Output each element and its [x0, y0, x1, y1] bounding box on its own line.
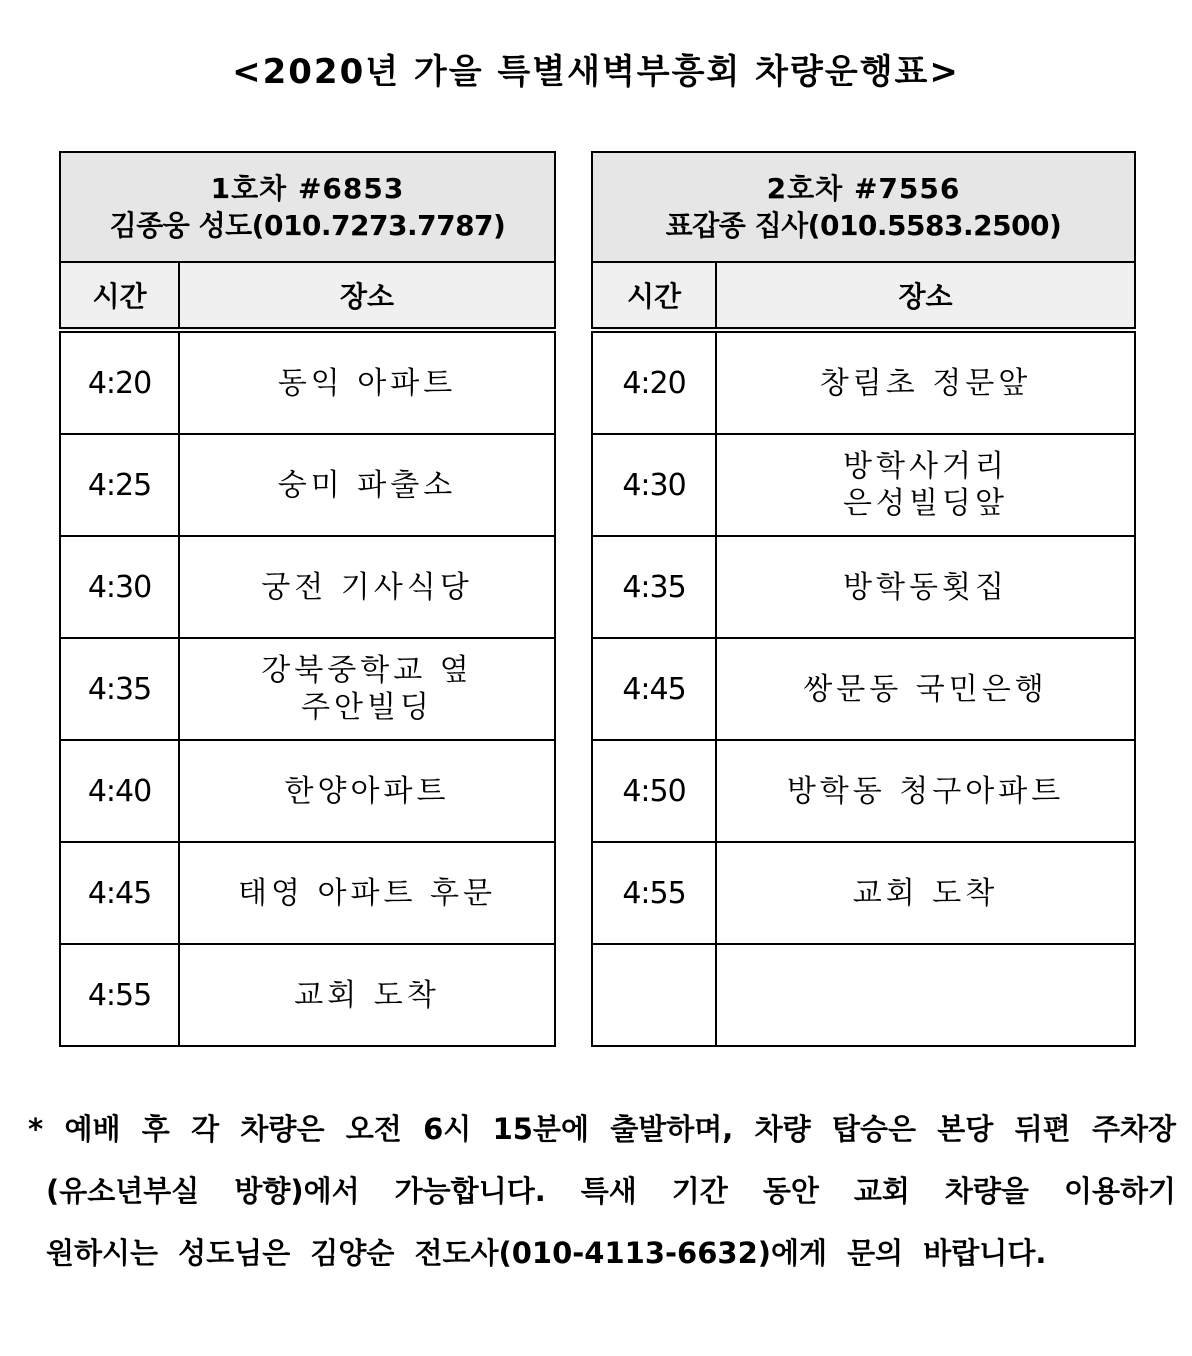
stop-place: 교회 도착: [179, 944, 555, 1046]
stop-place: [179, 638, 555, 740]
notice-line-1: * 예배 후 각 차량은 오전 6시 15분에 출발하며, 차량 탑승은 본당 뒤편 주차장: [28, 1112, 1176, 1146]
table-row: [592, 434, 1135, 536]
car1-col-time: 시간: [60, 262, 179, 330]
car1-header-row: [60, 152, 555, 262]
stop-place: 창림초 정문앞: [716, 330, 1135, 434]
table-row: [592, 740, 1135, 842]
car1-driver: 김종웅 성도(010.7273.7787): [109, 209, 506, 242]
table-row: [592, 330, 1135, 434]
stop-time: 4:40: [60, 740, 179, 842]
table-row: [592, 638, 1135, 740]
stop-time: 4:50: [592, 740, 716, 842]
car2-header-row: [592, 152, 1135, 262]
table-row: [592, 842, 1135, 944]
stop-time: 4:35: [592, 536, 716, 638]
stop-place-line2: 주안빌딩: [301, 690, 433, 725]
table-row: [592, 536, 1135, 638]
stop-place: 교회 도착: [716, 842, 1135, 944]
notice-line-3: 원하시는 성도님은 김양순 전도사(010-4113-6632)에게 문의 바랍니다.: [46, 1236, 1047, 1270]
stop-place-line2: 은성빌딩앞: [843, 486, 1008, 521]
stop-place-line1: 방학사거리: [843, 449, 1008, 484]
stop-place-line1: 강북중학교 옆: [261, 653, 473, 688]
car1-column-header-row: [60, 262, 555, 330]
stop-time: 4:20: [60, 330, 179, 434]
table-row: [60, 944, 555, 1046]
car1-col-place: 장소: [179, 262, 555, 330]
table-row-empty: [592, 944, 1135, 1046]
car2-driver: 표갑종 집사(010.5583.2500): [665, 209, 1062, 242]
car2-name: 2호차 #7556: [766, 172, 961, 205]
table-row: [60, 536, 555, 638]
notice-line-2: (유소년부실 방향)에서 가능합니다. 특새 기간 동안 교회 차량을 이용하기: [46, 1174, 1176, 1208]
car2-schedule-table: [591, 151, 1136, 1047]
stop-place: 동익 아파트: [179, 330, 555, 434]
stop-time: 4:20: [592, 330, 716, 434]
stop-place: 한양아파트: [179, 740, 555, 842]
stop-time: 4:30: [60, 536, 179, 638]
table-row: [60, 638, 555, 740]
stop-time: 4:55: [592, 842, 716, 944]
car2-col-time: 시간: [592, 262, 716, 330]
notice-text: [28, 1098, 1176, 1284]
stop-place: [716, 434, 1135, 536]
car1-name: 1호차 #6853: [210, 172, 405, 205]
stop-time: 4:45: [592, 638, 716, 740]
stop-time: 4:30: [592, 434, 716, 536]
stop-place: 쌍문동 국민은행: [716, 638, 1135, 740]
table-row: [60, 434, 555, 536]
stop-time: 4:25: [60, 434, 179, 536]
empty-cell: [592, 944, 716, 1046]
stop-place: 방학동횟집: [716, 536, 1135, 638]
car2-header: [592, 152, 1135, 262]
stop-place: 방학동 청구아파트: [716, 740, 1135, 842]
stop-place: 숭미 파출소: [179, 434, 555, 536]
stop-time: 4:55: [60, 944, 179, 1046]
car1-schedule-table: [59, 151, 556, 1047]
table-row: [60, 330, 555, 434]
stop-time: 4:35: [60, 638, 179, 740]
stop-place: 태영 아파트 후문: [179, 842, 555, 944]
car2-col-place: 장소: [716, 262, 1135, 330]
table-row: [60, 740, 555, 842]
car2-column-header-row: [592, 262, 1135, 330]
stop-place: 궁전 기사식당: [179, 536, 555, 638]
page-title: <2020년 가을 특별새벽부흥회 차량운행표>: [232, 52, 960, 92]
empty-cell: [716, 944, 1135, 1046]
car1-header: [60, 152, 555, 262]
table-row: [60, 842, 555, 944]
stop-time: 4:45: [60, 842, 179, 944]
